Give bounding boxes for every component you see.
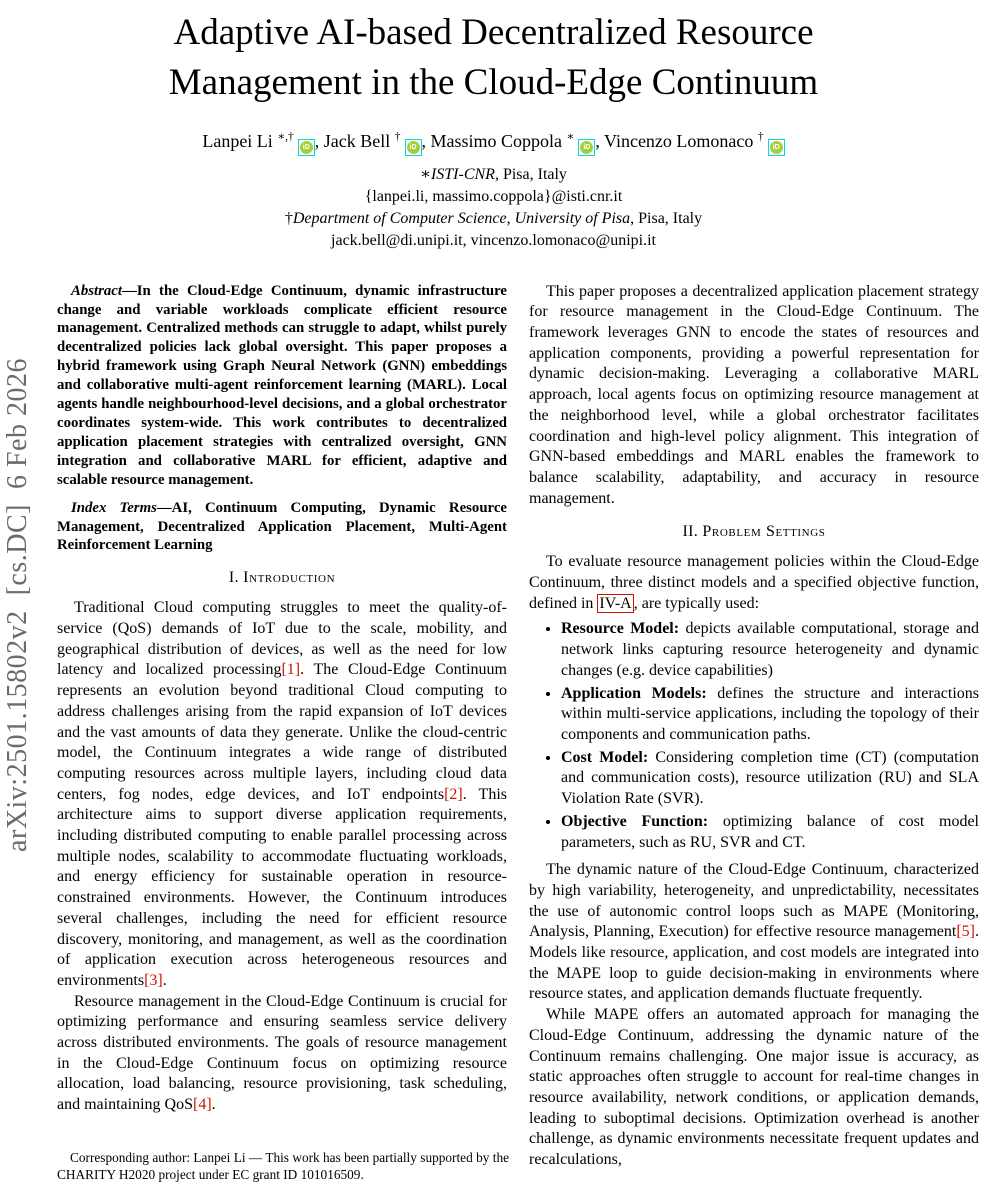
affiliations (0, 164, 987, 252)
text-segment: This paper proposes a decentralized application placement strategy for resource management in the Cloud-Edge Continuum. The framework leverages GNN to encode the states of resources and application components, providing a powerful representation for dynamic decision-making. Leveraging a collaborative MARL approach, local agents focus on optimizing resource management at the neighborhood level, while a global orchestrator facilitates coordination and high-level policy alignment. This integration of GNN-based embeddings and MARL enables the framework to balance scalability, adaptability, and accuracy in resource management. (529, 282, 979, 507)
text-segment: . The Cloud-Edge Continuum represents an evolution beyond traditional Cloud computing to address challenges arising from the rapid expansion of IoT devices and the vast amounts of data they generate. Unlike the cloud-centric model, the Continuum integrates a wide range of distributed computing resources across multiple layers, including cloud data centers, fog nodes, edge devices, and IoT endpoints (57, 661, 508, 803)
arxiv-watermark: arXiv:2501.15802v2 [cs.DC] 6 Feb 2026 (2, 358, 33, 852)
text-segment: . Models like resource, application, and cost models are integrated into the MAPE loop to guide decision-making in environments where resource states, and application demands fluctuate frequently. (529, 923, 979, 1003)
author-name: Vincenzo Lomonaco (604, 130, 758, 151)
affiliation-mark: † (284, 209, 293, 227)
affiliation-institution: Department of Computer Science, University of Pisa (292, 209, 631, 227)
text-segment: Application Models: (561, 684, 718, 702)
mape-paragraph (529, 860, 979, 1005)
list-item-cost-model (561, 748, 979, 810)
affiliation-institution: ISTI-CNR (430, 165, 495, 183)
text-segment: defines the structure and interactions within multi-service applications, including the topology of their components and communication paths. (561, 684, 980, 743)
affiliation-location: , Pisa, Italy (630, 209, 703, 227)
section-title: Problem Settings (702, 523, 826, 541)
section-number: II. (682, 523, 699, 541)
paper-title-line2: Management in the Cloud-Edge Continuum (168, 62, 819, 104)
citation-link[interactable]: [3] (144, 971, 163, 989)
text-segment: The dynamic nature of the Cloud-Edge Continuum, characterized by high variability, heterogeneity, and unpredictability, necessitates the use of autonomic control loops such as MAPE (Monitoring, Analysis, Planning, Execution) for effective resource management (529, 861, 979, 941)
text-segment: . This architecture aims to support diverse application requirements, including distributed computing to enable parallel processing across multiple nodes, scalability to accommodate fluctuating workloads, and energy efficiency for sustainable operation in resource-constrained environments. However, the Continuum introduces several challenges, including the need for efficient resource discovery, monitoring, and management, as well as the coordination of application execution across heterogeneous resources and environments (57, 785, 508, 989)
text-segment: Abstract (71, 282, 122, 299)
left-column (57, 282, 507, 1171)
author-list (0, 129, 987, 156)
text-segment: , are typically used: (633, 594, 760, 612)
text-segment: Objective Function: (561, 812, 723, 830)
author-separator: , (421, 130, 431, 151)
contribution-paragraph (529, 282, 979, 510)
list-item-application-models (561, 684, 979, 746)
orcid-link[interactable] (298, 139, 315, 156)
author-separator: , (314, 130, 324, 151)
text-segment: Resource Model: (561, 620, 686, 638)
author-name: Jack Bell (323, 130, 395, 151)
challenges-paragraph (529, 1005, 979, 1171)
text-segment: depicts available computational, storage and network links capturing resource heterogeneity and dynamic changes (e.g. device capabilities) (561, 620, 979, 679)
orcid-icon: iD (770, 141, 783, 154)
author-lanpei-li (202, 131, 323, 151)
author-vincenzo-lomonaco (604, 131, 785, 151)
list-item-resource-model (561, 619, 979, 681)
text-segment: Index Terms (71, 499, 157, 516)
citation-link[interactable]: [4] (192, 1096, 212, 1114)
email-line-unipi: jack.bell@di.unipi.it, vincenzo.lomonaco@unipi.it (331, 231, 656, 249)
citation-link[interactable]: [1] (281, 661, 301, 679)
text-segment: . (162, 971, 167, 989)
model-list (529, 619, 979, 853)
author-name: Lanpei Li (202, 130, 278, 151)
section-title: Introduction (243, 569, 336, 587)
list-item-objective-function (561, 812, 979, 853)
text-segment: —In the Cloud-Edge Continuum, dynamic infrastructure change and variable workloads complicate efficient resource management. Centralized methods can struggle to adapt, whilst purely decentralized policies lack global oversight. This paper proposes a hybrid framework using Graph Neural Network (GNN) embeddings and collaborative multi-agent reinforcement learning (MARL). Local agents handle neighbourhood-level decisions, and a global orchestrator coordinates system-wide. This work contributes to decentralized application placement strategies with centralized oversight, GNN integration and collaborative MARL for efficient, adaptive and scalable resource management. (57, 282, 507, 488)
intro-paragraph-1 (57, 598, 507, 991)
text-segment: Cost Model: (561, 748, 656, 766)
citation-link[interactable]: [5] (956, 923, 975, 941)
affiliation-mark: † (757, 130, 764, 143)
author-jack-bell (324, 131, 431, 151)
author-massimo-coppola (431, 131, 605, 151)
section-heading-problem-settings (529, 523, 979, 541)
orcid-icon: iD (580, 141, 593, 154)
text-segment: Considering completion time (CT) (computation and communication costs), resource utilization (RU) and SLA Violation Rate (SVR). (561, 748, 980, 808)
text-segment: . (211, 1096, 216, 1114)
affiliation-location: , Pisa, Italy (494, 165, 567, 183)
text-segment: optimizing balance of cost model parameters, such as RU, SVR and CT. (561, 812, 979, 851)
section-heading-introduction (57, 569, 507, 587)
paper-title (0, 8, 987, 109)
abstract-paragraph (57, 282, 507, 490)
intro-paragraph-2 (57, 992, 507, 1116)
problem-settings-intro-paragraph (529, 552, 979, 614)
orcid-link[interactable] (768, 139, 785, 156)
text-segment: While MAPE offers an automated approach for managing the Cloud-Edge Continuum, addressing the dynamic nature of the Continuum remains challenging. One major issue is accuracy, as static approaches often struggle to account for real-time changes in resource availability, network conditions, or application demands, leading to suboptimal decisions. Optimization overhead is another challenge, as dynamic environments necessitate frequent updates and recalculations, (529, 1006, 979, 1169)
author-name: Massimo Coppola (430, 130, 567, 151)
section-number: I. (228, 569, 239, 587)
section-ref-link[interactable]: IV-A (599, 594, 632, 612)
text-segment: —AI, Continuum Computing, Dynamic Resource Management, Decentralized Application Placement, Multi-Agent Reinforcement Learning (57, 499, 507, 554)
author-separator: , (595, 130, 605, 151)
affiliation-isti-cnr (0, 164, 987, 186)
affiliation-mark: ∗,† (277, 130, 294, 143)
paper-title-line1: Adaptive AI-based Decentralized Resource (173, 12, 814, 53)
affiliation-mark: † (394, 130, 401, 143)
right-column (529, 282, 979, 1171)
orcid-icon: iD (407, 141, 420, 154)
orcid-icon: iD (300, 141, 313, 154)
text-segment: Traditional Cloud computing struggles to meet the quality-of-service (QoS) demands of IoT due to the scale, mobility, and geographical distribution of devices, as well as the need for low latency and localized processing (57, 599, 507, 679)
citation-link[interactable]: [2] (444, 785, 463, 803)
paper-header (0, 0, 987, 252)
two-column-body (57, 282, 979, 1171)
text-segment: To evaluate resource management policies within the Cloud-Edge Continuum, three distinct models and a specified objective function, defined in (529, 553, 979, 612)
orcid-link[interactable] (405, 139, 422, 156)
affiliation-unipi (0, 208, 987, 230)
email-line-cnr: {lanpei.li, massimo.coppola}@isti.cnr.it (364, 187, 623, 205)
orcid-link[interactable] (578, 139, 595, 156)
corresponding-author-footnote: Corresponding author: Lanpei Li — This work has been partially supported by the CHARITY H2020 project under EC grant ID 101016509. (57, 1150, 509, 1182)
affiliation-mark: ∗ (420, 165, 431, 183)
index-terms-paragraph (57, 499, 507, 556)
affiliation-mark: ∗ (566, 130, 575, 143)
text-segment: Resource management in the Cloud-Edge Continuum is crucial for optimizing performance and ensuring seamless service delivery across distributed environments. The goals of resource management in the Cloud-Edge Continuum focus on optimizing resource allocation, load balancing, resource provisioning, task scheduling, and maintaining QoS (57, 992, 507, 1114)
